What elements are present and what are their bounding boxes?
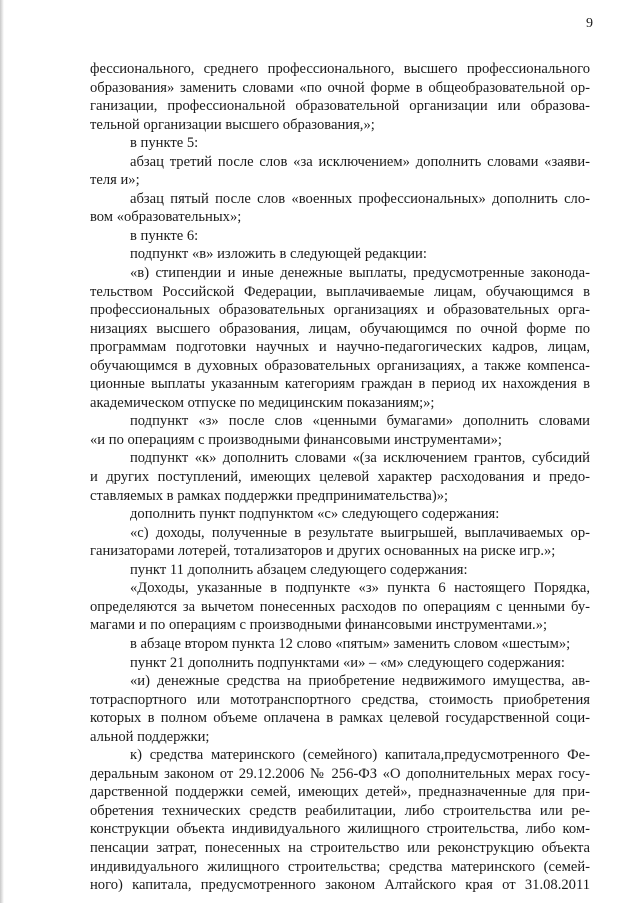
text-line: «Доходы, указанные в подпункте «з» пункта 6 настоящего Порядка,: [130, 580, 590, 597]
text-line: к) средства материнского (семейного) капитала,предусмотренного Фе-: [130, 747, 590, 764]
text-line: абзац пятый после слов «военных профессиональных» дополнить сло-: [130, 190, 590, 207]
text-line: профессиональных образовательных организациях и образовательных орга-: [90, 302, 590, 319]
text-line: обучающимся в духовных образовательных организациях, а также компенса-: [90, 357, 590, 374]
text-line: индивидуального жилищного строительства; средства материнского (семей-: [90, 858, 590, 875]
text-line: пункт 11 дополнить абзацем следующего содержания:: [130, 561, 468, 578]
text-line: пенсации затрат, понесенных на строительство или реконструкцию объекта: [90, 839, 590, 856]
text-line: ного) капитала, предусмотренного законом Алтайского края от 31.08.2011: [90, 877, 590, 894]
text-line: ставляемых в рамках поддержки предпринимательства)»;: [90, 487, 449, 504]
text-line: вом «образовательных»;: [90, 209, 242, 226]
text-line: тельством Российской Федерации, выплачиваемые лицам, обучающимся в: [90, 283, 590, 300]
page-number: 9: [586, 16, 593, 31]
text-line: которых в полном объеме оплачена в рамках целевой государственной соци-: [90, 710, 590, 727]
text-line: программам подготовки научных и научно-педагогических кадров, лицам,: [90, 339, 590, 356]
text-line: абзац третий после слов «за исключением» дополнить словами «заяви-: [130, 153, 590, 170]
text-line: «с) доходы, полученные в результате выигрышей, выплачиваемых ор-: [130, 524, 590, 541]
text-line: подпункт «в» изложить в следующей редакции:: [130, 246, 427, 263]
text-line: определяются за вычетом понесенных расходов по операциям с ценными бу-: [90, 598, 590, 615]
text-line: ганизаторами лотерей, тотализаторов и других основанных на риске игр.»;: [90, 543, 556, 560]
text-line: и других поступлений, имеющих целевой характер расходования и предо-: [90, 469, 590, 486]
text-line: образования» заменить словами «по очной форме в общеобразовательной ор-: [90, 79, 590, 96]
text-line: дарственной поддержки семей, имеющих детей», предназначенные для при-: [90, 784, 590, 801]
text-line: в пункте 5:: [130, 135, 199, 152]
text-line: в абзаце втором пункта 12 слово «пятым» заменить словом «шестым»;: [130, 635, 571, 652]
text-line: конструкции объекта индивидуального жилищного строительства, либо ком-: [90, 821, 590, 838]
text-line: деральным законом от 29.12.2006 № 256-ФЗ «О дополнительных мерах госу-: [90, 765, 590, 782]
text-line: «и) денежные средства на приобретение недвижимого имущества, ав-: [130, 673, 590, 690]
text-line: пункт 21 дополнить подпунктами «и» – «м» следующего содержания:: [130, 654, 565, 671]
text-line: альной поддержки;: [90, 728, 210, 745]
text-line: теля и»;: [90, 172, 140, 189]
text-line: подпункт «з» после слов «ценными бумагами» дополнить словами: [130, 413, 590, 430]
text-line: дополнить пункт подпунктом «с» следующего содержания:: [130, 506, 500, 523]
text-line: ционные выплаты указанным категориям граждан в период их нахождения в: [90, 376, 590, 393]
text-line: магами и по операциям с производными финансовыми инструментами.»;: [90, 617, 548, 634]
text-line: фессионального, среднего профессионального, высшего профессионального: [90, 61, 590, 77]
text-line: в пункте 6:: [130, 227, 199, 244]
text-line: низациях высшего образования, лицам, обучающимся по очной форме по: [90, 320, 590, 337]
text-line: обретения технических средств реабилитации, либо строительства или ре-: [90, 802, 590, 819]
text-line: подпункт «к» дополнить словами «(за исключением грантов, субсидий: [130, 450, 590, 467]
text-line: ганизации, профессиональной образовательной организации или образова-: [90, 98, 590, 115]
text-line: тельной организации высшего образования,»;: [90, 116, 375, 133]
text-line: «и по операциям с производными финансовыми инструментами»;: [90, 431, 502, 448]
text-line: «в) стипендии и иные денежные выплаты, предусмотренные законода-: [130, 265, 590, 282]
document-body: [90, 60, 590, 895]
scan-edge-shadow: [0, 0, 4, 903]
text-line: академическом отпуске по медицинским показаниям;»;: [90, 394, 435, 411]
text-line: тотраспортного или мототранспортного средства, стоимость приобретения: [90, 691, 590, 708]
